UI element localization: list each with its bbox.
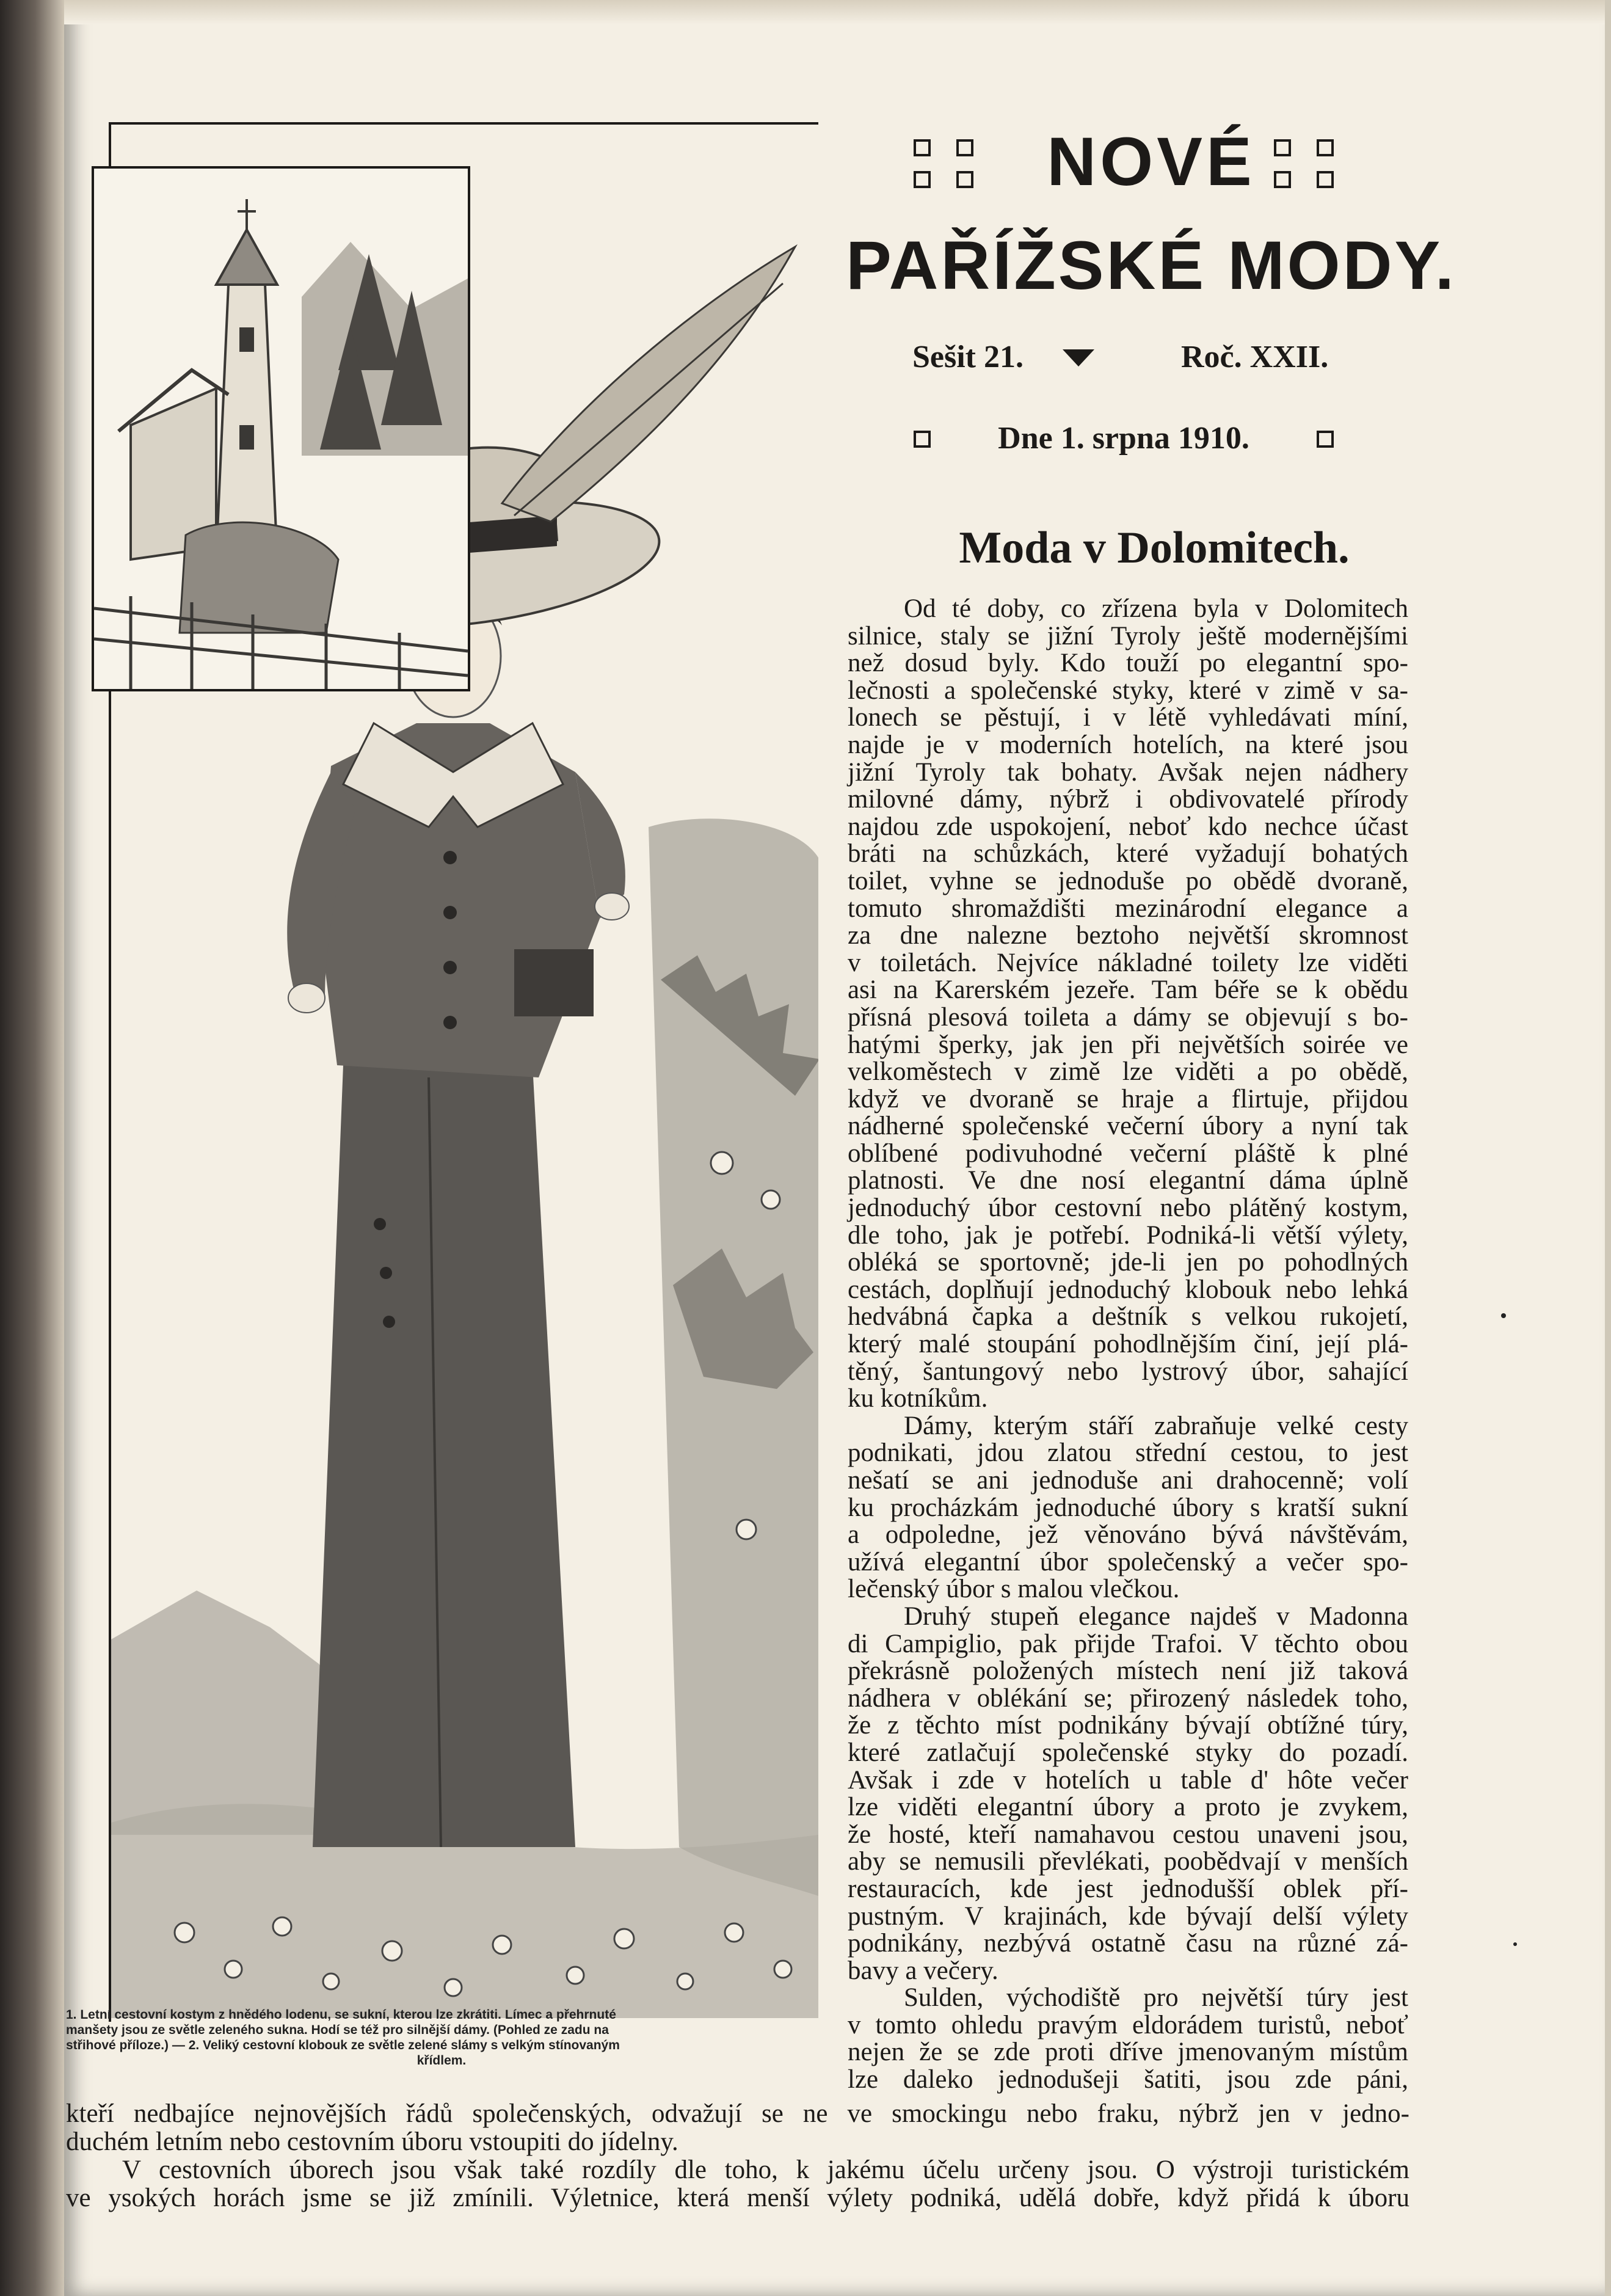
text-line: že hosté, kteří namahavou cestou unaveni jsou, bbox=[848, 1820, 1408, 1849]
text-line: nádhera v oblékání se; přirozený následek toho, bbox=[848, 1683, 1408, 1713]
book-spine bbox=[0, 0, 64, 2296]
text-line: podnikati, jdou zlatou střední cestou, to jest bbox=[848, 1438, 1408, 1468]
text-line: lze viděti elegantní úbory a proto je zvykem, bbox=[848, 1793, 1408, 1822]
text-line: hatými šperky, jak jen při největších soirée ve bbox=[848, 1030, 1408, 1059]
ornament-square bbox=[1317, 431, 1334, 448]
text-line: Dámy, kterým stáří zabraňuje velké cesty bbox=[904, 1411, 1408, 1440]
article-title: Moda v Dolomitech. bbox=[959, 523, 1350, 573]
text-line: V cestovních úborech jsou však také rozdíly dle toho, k jakému účelu určeny jsou. O výstroji turistickém bbox=[122, 2156, 1409, 2184]
text-line: podnikány, nezbývá ostatně času na různé zá- bbox=[848, 1929, 1408, 1958]
text-line: jednoduchý úbor cestovní nebo plátěný kostym, bbox=[848, 1194, 1408, 1223]
masthead-title-line2: PAŘÍŽSKÉ MODY. bbox=[846, 227, 1456, 304]
text-line: nádherné společenské večerní úbory a nyní tak bbox=[848, 1112, 1408, 1141]
caption-line: 1. Letní cestovní kostym z hnědého lodenu, se sukní, kterou lze zkrátiti. Límec a přehrnuté bbox=[66, 2008, 616, 2022]
text-line: di Campiglio, pak přijde Trafoi. V těchto obou bbox=[848, 1629, 1408, 1658]
article-column bbox=[848, 596, 1408, 2094]
article-full-width bbox=[66, 2100, 1409, 2212]
text-line: než dosud byly. Kdo touží po elegantní spo- bbox=[848, 649, 1408, 678]
text-line: Avšak i zde v hotelích u table d' hôte večer bbox=[848, 1765, 1408, 1795]
text-line: nejen že se zde proti dříve jmenovaným místům bbox=[848, 2038, 1408, 2067]
text-line: kteří nedbajíce nejnovějších řádů společenských, odvažují se ne ve smockingu nebo fraku, nýbrž jen v jedno- bbox=[66, 2099, 1409, 2128]
inset-landscape-illustration bbox=[92, 166, 470, 691]
caption-line: křídlem. bbox=[416, 2054, 467, 2068]
page-top-edge bbox=[64, 0, 1611, 24]
text-line: toilet, vyhne se jednoduše po obědě dvoraně, bbox=[848, 866, 1408, 895]
text-line: lečnosti a společenské styky, které v zimě v sa- bbox=[848, 676, 1408, 705]
text-line: aby se nemusili převlékati, poobědvají v menších bbox=[848, 1847, 1408, 1876]
text-line: platnosti. Ve dne nosí elegantní dáma úplně bbox=[848, 1166, 1408, 1195]
text-line: cestách, doplňují jednoduchý klobouk nebo lehká bbox=[848, 1275, 1408, 1304]
volume-number: Roč. XXII. bbox=[1181, 340, 1329, 374]
text-line: obléká se sportovně; jde-li jen po pohodlných bbox=[848, 1248, 1408, 1277]
text-line: když ve dvoraně se hraje a flirtuje, přijdou bbox=[848, 1084, 1408, 1113]
text-line: Druhý stupeň elegance najdeš v Madonna bbox=[904, 1602, 1408, 1631]
text-line: který malé stoupání pohodlnějším činí, její plá- bbox=[848, 1330, 1408, 1359]
text-line: těný, šantungový nebo lystrový úbor, sahající bbox=[848, 1357, 1408, 1386]
text-line: restauracích, kde jest jednodušší oblek pří- bbox=[848, 1874, 1408, 1903]
text-line: které zatlačují společenské styky do pozadí. bbox=[848, 1738, 1408, 1767]
text-line: přísná plesová toileta a dámy se objevují s bo- bbox=[848, 1002, 1408, 1032]
ink-speck bbox=[1513, 1942, 1517, 1946]
skirt bbox=[313, 1065, 575, 1847]
text-line: ku kotníkům. bbox=[848, 1384, 988, 1413]
text-line: velkoměstech v zimě lze viděti a po obědě, bbox=[848, 1057, 1408, 1087]
masthead-title-line1: NOVÉ bbox=[1047, 123, 1256, 200]
page-right-edge bbox=[1605, 0, 1611, 2296]
text-line: za dne nalezne beztoho největší skromnost bbox=[848, 921, 1408, 950]
issue-date: Dne 1. srpna 1910. bbox=[998, 421, 1249, 456]
text-line: asi na Karerském jezeře. Tam béře se k obědu bbox=[848, 975, 1408, 1005]
text-line: v toiletách. Nejvíce nákladné toilety lze viděti bbox=[848, 948, 1408, 977]
issue-number: Sešit 21. bbox=[912, 340, 1024, 374]
text-line: lonech se pěstují, i v létě vyhledávati míní, bbox=[848, 703, 1408, 732]
text-line: hedvábná čapka a deštník s velkou rukojetí, bbox=[848, 1302, 1408, 1332]
text-line: Od té doby, co zřízena byla v Dolomitech bbox=[904, 594, 1408, 623]
chapel-tower bbox=[216, 285, 277, 559]
text-line: překrásně položených místech není již taková bbox=[848, 1656, 1408, 1686]
text-line: milovné dámy, nýbrž i obdivovatelé přírody bbox=[848, 785, 1408, 814]
handbag bbox=[514, 949, 594, 1016]
ink-speck bbox=[1501, 1313, 1506, 1318]
text-line: duchém letním nebo cestovním úboru vstoupiti do jídelny. bbox=[66, 2127, 678, 2156]
text-line: oblíbené podivuhodné večerní pláště k plné bbox=[848, 1139, 1408, 1168]
text-line: dle toho, jak je potřebí. Podniká-li větší výlety, bbox=[848, 1220, 1408, 1250]
triangle-ornament bbox=[1063, 349, 1094, 366]
text-line: užívá elegantní úbor společenský a večer spo- bbox=[848, 1547, 1408, 1576]
caption-line: střihové příloze.) — 2. Veliký cestovní klobouk ze světle zelené slámy s velkým stínovaným bbox=[66, 2038, 620, 2052]
text-line: tomuto shromaždišti mezinárodní elegance a bbox=[848, 894, 1408, 923]
text-line: bavy a večery. bbox=[848, 1956, 998, 1985]
text-line: ku procházkám jednoduché úbory s kratší sukní bbox=[848, 1493, 1408, 1522]
rock-base bbox=[180, 522, 338, 633]
text-line: lečenský úbor s malou vlečkou. bbox=[848, 1575, 1180, 1604]
text-line: ve ysokých horách jsme se již zmínili. Výletnice, která menší výlety podniká, udělá dobře, když přidá k úboru bbox=[66, 2184, 1409, 2212]
text-line: a odpoledne, jež věnováno bývá návštěvám, bbox=[848, 1520, 1408, 1550]
text-line: nešatí se ani jednoduše ani drahocenně; volí bbox=[848, 1466, 1408, 1495]
text-line: silnice, staly se jižní Tyroly ještě modernějšími bbox=[848, 621, 1408, 651]
text-line: že z těchto míst podnikány bývají obtížné túry, bbox=[848, 1711, 1408, 1740]
text-line: jižní Tyroly tak bohaty. Avšak nejen nádhery bbox=[848, 757, 1408, 787]
text-line: pustným. V krajinách, kde bývají delší výlety bbox=[848, 1901, 1408, 1931]
text-line: bráti na schůzkách, které vyžadují bohatých bbox=[848, 839, 1408, 869]
text-line: Sulden, východiště pro největší túry jest bbox=[904, 1983, 1408, 2013]
hat-feather bbox=[502, 247, 795, 522]
caption-line: manšety jsou ze světle zeleného sukna. Hodí se též pro silnější dámy. (Pohled ze zadu na bbox=[66, 2023, 609, 2037]
text-line: v tomto ohledu pravým eldorádem turistů, neboť bbox=[848, 2010, 1408, 2039]
illustration-caption bbox=[66, 2007, 817, 2068]
text-line: lze daleko jednodušeji šatiti, jsou zde páni, bbox=[848, 2065, 1408, 2094]
text-line: najde je v moderních hotelích, na které jsou bbox=[848, 730, 1408, 759]
text-line: najdou zde uspokojení, neboť kdo nechce účast bbox=[848, 812, 1408, 841]
